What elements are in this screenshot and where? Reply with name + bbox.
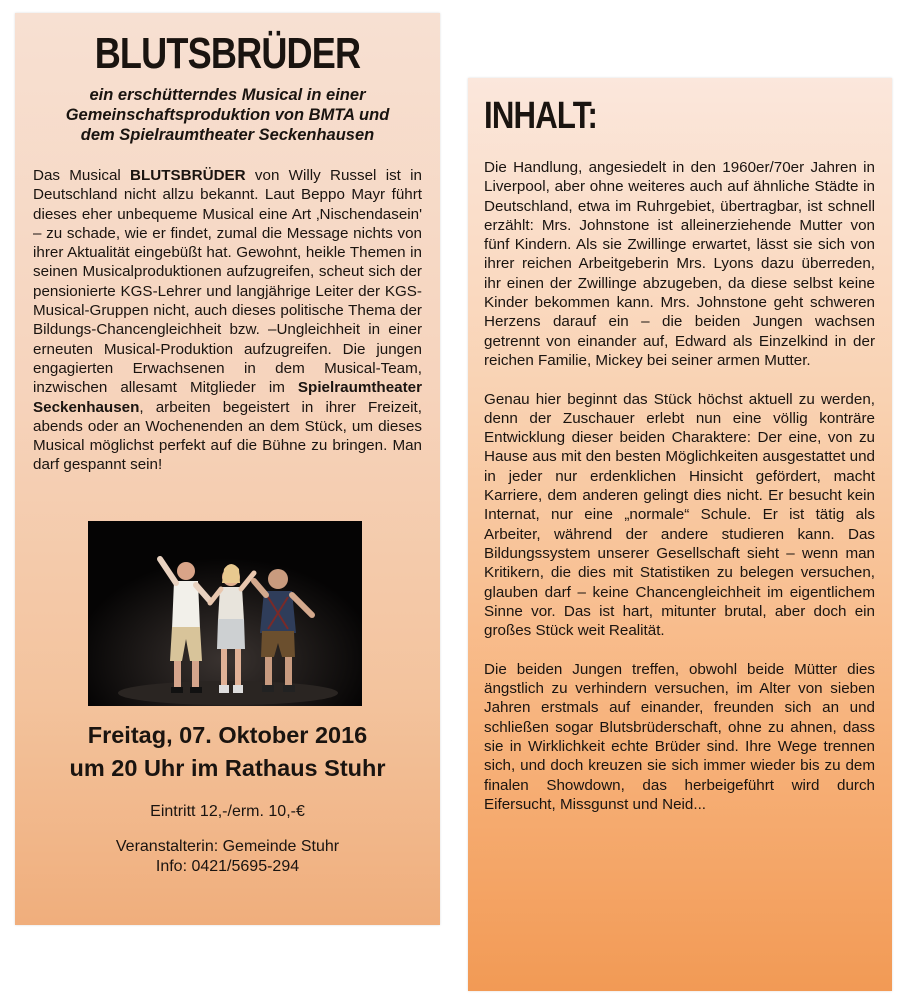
intro-bold-title: BLUTSBRÜDER <box>130 167 246 184</box>
intro-text: Das Musical <box>33 167 121 184</box>
synopsis <box>484 158 875 833</box>
intro-text: , arbeiten begeistert in ihrer Freizeit, abends oder an Wochenenden an dem Stück, um dieses Musical möglichst perfekt auf die Bühne zu bringen. Man darf gespannt sein! <box>33 398 422 474</box>
flyer-title: BLUTSBRÜDER <box>94 29 361 78</box>
info-phone: Info: 0421/5695-294 <box>155 858 300 875</box>
admission-price: Eintritt 12,-/erm. 10,-€ <box>150 803 305 820</box>
flyer-subtitle <box>25 85 430 145</box>
event-date-line: Freitag, 07. Oktober 2016 <box>87 722 368 748</box>
event-time-venue: um 20 Uhr im Rathaus Stuhr <box>69 755 386 781</box>
event-date <box>15 719 440 785</box>
stage-photo-illustration <box>88 521 362 706</box>
stage-photo <box>88 521 362 706</box>
intro-paragraph <box>33 166 422 475</box>
subtitle-line: dem Spielraumtheater Seckenhausen <box>80 126 375 144</box>
flyer-front-panel <box>15 13 440 925</box>
content-heading: INHALT: <box>484 95 598 137</box>
organizer-name: Veranstalterin: Gemeinde Stuhr <box>115 838 340 855</box>
flyer-content-panel <box>468 78 892 991</box>
organizer-info <box>15 837 440 877</box>
synopsis-paragraph: Die Handlung, angesiedelt in den 1960er/70er Jahren in Liverpool, aber ohne weiteres auch auf ähnliche Städte in Deutschland, etwa im Ruhrgebiet, übertragbar, ist schnell erzählt: Mrs. Johnstone ist alleinerziehende Mutter von fünf Kindern. Als sie Zwillinge erwartet, lässt sie sich von ihrer reichen Arbeitgeberin Mrs. Lyons dazu überreden, ihr einen der Zwillinge abzugeben, da diese selbst keine Kinder bekommen kann. Mrs. Johnstone geht schweren Herzens darauf ein – die beiden Jungen wachsen getrennt von einander auf, Edward als Einzelkind in der reichen Familie, Mickey bei seiner armen Mutter. <box>484 159 875 369</box>
subtitle-line: ein erschütterndes Musical in einer <box>89 86 366 104</box>
intro-text: von Willy Russel ist in Deutschland nicht allzu bekannt. Laut Beppo Mayr führt dieses eher unbequeme Musical eine Art ‚Nischendasein' – zu schade, wie er findet, zumal die Message nichts von ihrer Aktualität eingebüßt hat. Gewohnt, heikle Themen in seinen Musicalproduktionen aufzugreifen, scheut sich der pensionierte KGS-Lehrer und langjährige Leiter der KGS-Musical-Gruppen nicht, auch dieses politische Thema der Bildungs-Chancengleichheit bzw. –Ungleichheit in einer erneuten Musical-Produktion aufzugreifen. Die jungen engagierten Erwachsenen in dem Musical-Team, inzwischen allesamt Mitglieder im <box>33 167 422 397</box>
intro-bold-theatre: Spielraumtheater Seckenhausen <box>33 379 422 416</box>
synopsis-paragraph: Genau hier beginnt das Stück höchst aktuell zu werden, denn der Zuschauer erlebt nun eine völlig konträre Entwicklung dieser beiden Charaktere: Der eine, von zu Hause aus mit den besten Möglichkeiten ausgestattet und in jeder nur erdenklichen Hinsicht gefördert, macht Karriere, dem anderen gelingt dies nicht. Er besucht kein Internat, nur eine „normale“ Schule. Er ist tätig als Arbeiter, während der andere studieren kann. Das Bildungssystem unserer Gesellschaft sieht – wenn man Kritikern, die dies mit Statistiken zu belegen versuchen, glauben darf – keine Chancengleichheit im eigentlichem Sinne vor. Das ist hart, mitunter brutal, aber doch ein großes Stück weit Realität. <box>484 390 875 640</box>
subtitle-line: Gemeinschaftsproduktion von BMTA und <box>65 106 390 124</box>
synopsis-paragraph: Die beiden Jungen treffen, obwohl beide Mütter dies ängstlich zu verhindern versuchen, im Alter von sieben Jahren erstmals auf einander, freunden sich an und schließen sogar Blutsbrüderschaft, ohne zu ahnen, dass sie in Wirklichkeit echte Brüder sind. Ihre Wege trennen sich, und doch kreuzen sie sich immer wieder bis zu dem finalen Showdown, das herbeigeführt wird durch Eifersucht, Missgunst und Neid... <box>484 660 875 813</box>
